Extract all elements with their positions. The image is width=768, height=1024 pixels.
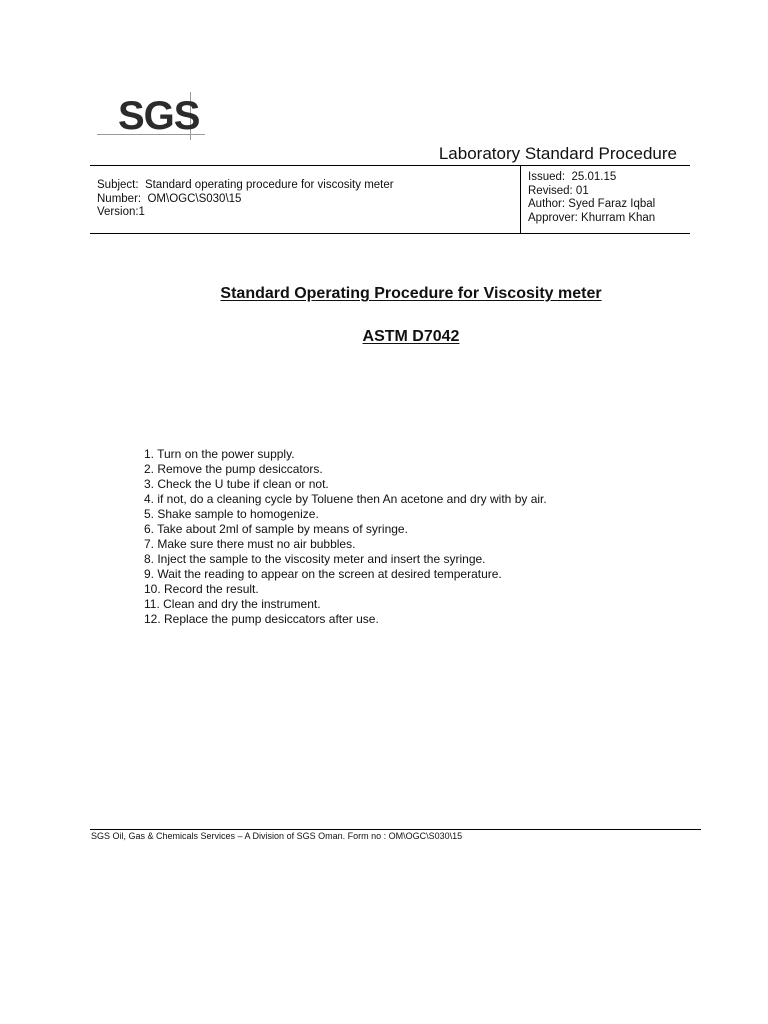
sgs-logo [97, 92, 205, 146]
document-heading: Laboratory Standard Procedure [438, 144, 677, 163]
procedure-step: 4. if not, do a cleaning cycle by Toluene then An acetone and dry with by air. [144, 492, 547, 506]
document-title: Standard Operating Procedure for Viscosity meter [220, 285, 602, 302]
footer-divider [90, 829, 701, 830]
procedure-steps-list [144, 447, 547, 627]
standard-reference: ASTM D7042 [362, 328, 460, 345]
procedure-step: 11. Clean and dry the instrument. [144, 597, 321, 611]
subject-line: Subject: Standard operating procedure for viscosity meter [97, 179, 394, 191]
document-header-table [90, 165, 690, 234]
header-cell-divider [520, 166, 521, 233]
number-line: Number: OM\OGC\S030\15 [97, 192, 242, 205]
header-right-cell [528, 171, 655, 225]
procedure-step: 12. Replace the pump desiccators after use. [144, 612, 379, 626]
procedure-step: 8. Inject the sample to the viscosity meter and insert the syringe. [144, 552, 486, 566]
header-left-cell [97, 179, 394, 220]
procedure-step: 6. Take about 2ml of sample by means of syringe. [144, 522, 408, 536]
revised-line: Revised: 01 [528, 184, 589, 197]
procedure-step: 9. Wait the reading to appear on the screen at desired temperature. [144, 567, 502, 581]
issued-line: Issued: 25.01.15 [528, 171, 617, 183]
procedure-step: 7. Make sure there must no air bubbles. [144, 537, 356, 551]
procedure-step: 2. Remove the pump desiccators. [144, 462, 323, 476]
author-line: Author: Syed Faraz Iqbal [528, 198, 656, 210]
logo-wordmark: SGS [118, 94, 200, 138]
footer-text: SGS Oil, Gas & Chemicals Services – A Division of SGS Oman. Form no : OM\OGC\S030\15 [91, 831, 463, 841]
approver-line: Approver: Khurram Khan [528, 211, 656, 224]
procedure-step: 10. Record the result. [144, 582, 259, 596]
version-line: Version:1 [97, 206, 145, 218]
procedure-step: 5. Shake sample to homogenize. [144, 507, 319, 521]
procedure-step: 1. Turn on the power supply. [144, 447, 295, 461]
procedure-step: 3. Check the U tube if clean or not. [144, 477, 329, 491]
